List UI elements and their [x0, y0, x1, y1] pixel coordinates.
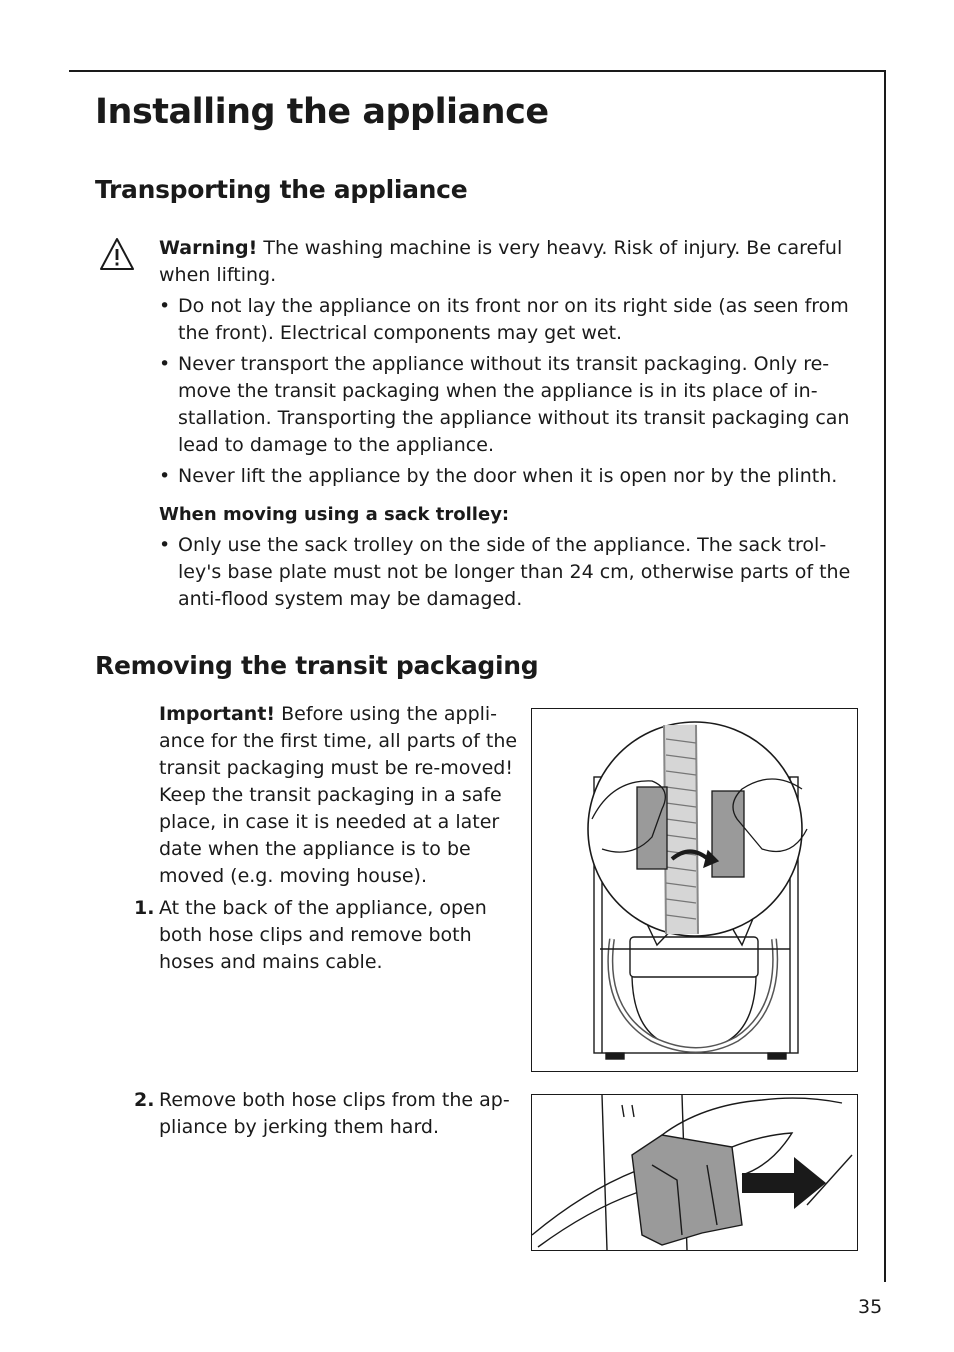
step-number: 1.	[134, 897, 155, 919]
important-label: Important!	[159, 703, 276, 725]
warning-triangle-icon	[99, 237, 135, 271]
illustration-remove-hose-clip	[532, 1095, 857, 1250]
step-text: Remove both hose clips from the ap-pliance by jerking them hard.	[159, 1089, 510, 1138]
transport-body	[159, 235, 869, 613]
warning-text: The washing machine is very heavy. Risk of injury. Be careful when lifting.	[159, 237, 843, 286]
important-text: Before using the appli-ance for the first time, all parts of the transit packaging must be re-moved! Keep the transit packaging in a safe place, in case it is needed at a later date when the appliance is to be moved (e.g. moving house).	[159, 703, 518, 887]
section-heading-removing: Removing the transit packaging	[95, 651, 539, 680]
right-rule	[884, 70, 886, 1282]
page-number: 35	[858, 1296, 883, 1318]
step-number: 2.	[134, 1089, 155, 1111]
illustration-hose-clips-back	[532, 709, 857, 1071]
step-text: At the back of the appliance, open both hose clips and remove both hoses and mains cable.	[159, 897, 487, 973]
figure-remove-clips	[531, 1094, 858, 1251]
section-heading-transporting: Transporting the appliance	[95, 175, 468, 204]
list-item: • Never lift the appliance by the door when it is open nor by the plinth.	[159, 465, 838, 487]
figure-back-of-appliance	[531, 708, 858, 1072]
warning-paragraph	[159, 235, 869, 289]
list-item: • Never transport the appliance without its transit packaging. Only re-move the transit packaging when the appliance is in its place of in-stallation. Transporting the appliance without its transit packaging can lead to damage to the appliance.	[159, 353, 850, 456]
step-1	[134, 895, 519, 976]
top-rule	[69, 70, 886, 72]
list-item: • Do not lay the appliance on its front nor on its right side (as seen from the front). Electrical components may get wet.	[159, 295, 849, 344]
page-title: Installing the appliance	[95, 92, 549, 132]
list-item: • Only use the sack trolley on the side of the appliance. The sack trol-ley's base plate must not be longer than 24 cm, otherwise parts of the anti-flood system may be damaged.	[159, 534, 851, 610]
important-paragraph	[159, 701, 519, 890]
step-2	[134, 1087, 521, 1141]
sack-trolley-heading: When moving using a sack trolley:	[159, 504, 510, 525]
warning-label: Warning!	[159, 237, 258, 259]
